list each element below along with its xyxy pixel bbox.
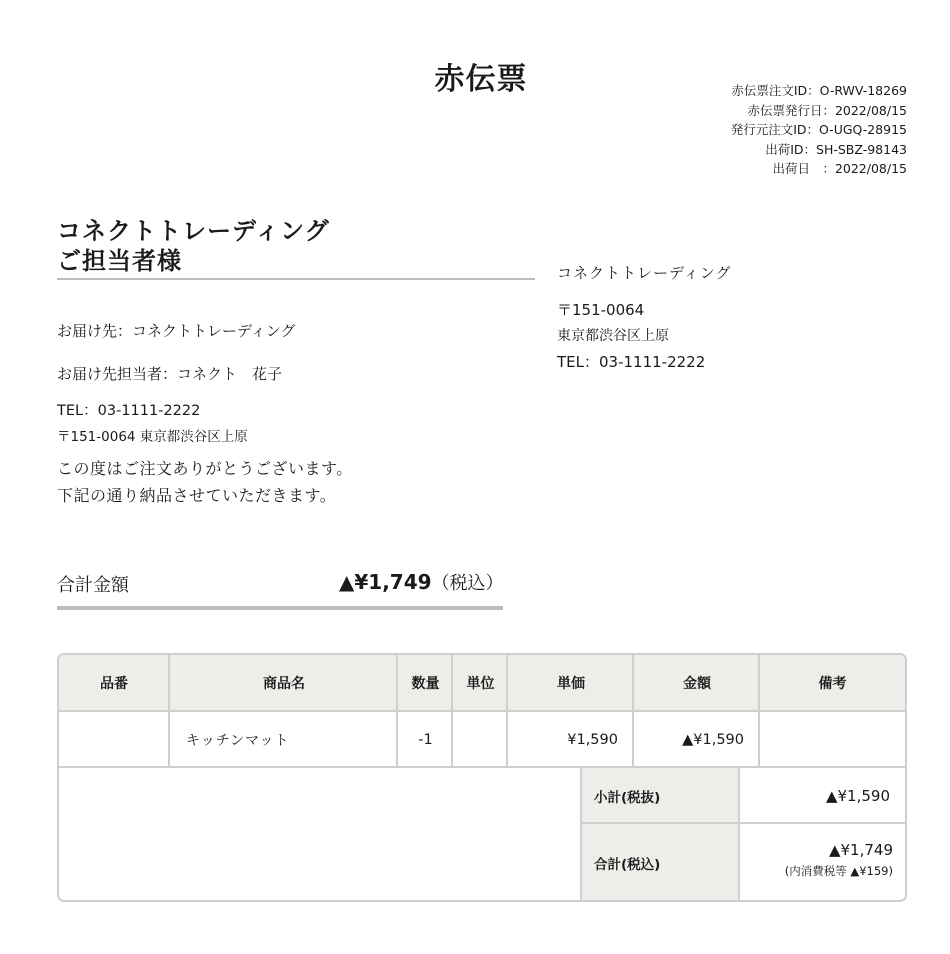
row-item-code bbox=[59, 712, 169, 768]
header-remarks: 備考 bbox=[760, 655, 905, 711]
red-slip-order-id: 赤伝票注文ID：O-RWV-18269 bbox=[731, 83, 907, 98]
shipment-date: 出荷日 ：2022/08/15 bbox=[772, 161, 907, 176]
grid-line bbox=[632, 711, 634, 768]
grid-line bbox=[59, 766, 905, 768]
header-unit: 単位 bbox=[453, 655, 508, 711]
shipment-id: 出荷ID：SH-SBZ-98143 bbox=[765, 141, 907, 157]
header-product-name: 商品名 bbox=[170, 655, 398, 711]
header-unit-price: 単価 bbox=[508, 655, 634, 711]
recipient-company: コネクトトレーディング bbox=[57, 217, 330, 245]
grid-line bbox=[396, 655, 398, 768]
delivery-tel: TEL：03-1111-2222 bbox=[57, 403, 201, 419]
sender-address: 東京都渋谷区上原 bbox=[557, 328, 669, 344]
row-unit-price: ¥1,590 bbox=[567, 732, 618, 748]
delivery-address: 〒151-0064 東京都渋谷区上原 bbox=[57, 429, 248, 445]
row-amount: ▲¥1,590 bbox=[682, 732, 744, 748]
total-label: 合計金額 bbox=[57, 575, 129, 596]
sender-company: コネクトトレーディング bbox=[557, 264, 732, 282]
header-item-code: 品番 bbox=[59, 655, 169, 711]
grid-line bbox=[738, 766, 740, 902]
grid-line bbox=[59, 710, 905, 712]
grand-total-value: ▲¥1,749 bbox=[828, 841, 893, 859]
subtotal-value: ▲¥1,590 bbox=[825, 787, 890, 805]
document-title: 赤伝票 bbox=[434, 62, 528, 97]
red-slip-issue-date: 赤伝票発行日：2022/08/15 bbox=[747, 102, 907, 118]
row-quantity: -1 bbox=[418, 732, 433, 748]
grand-total-cell bbox=[740, 839, 893, 881]
header-quantity: 数量 bbox=[398, 655, 453, 711]
recipient-block bbox=[57, 216, 535, 280]
document-meta bbox=[731, 81, 907, 179]
total-amount-block bbox=[57, 566, 503, 610]
sender-block bbox=[557, 262, 732, 375]
greeting-line-1: この度はご注文ありがとうございます。 bbox=[57, 459, 353, 478]
grid-line bbox=[451, 655, 453, 768]
items-table bbox=[57, 653, 907, 902]
row-product-name: キッチンマット bbox=[186, 733, 290, 749]
sender-tel: TEL：03-1111-2222 bbox=[557, 353, 706, 371]
greeting-line-2: 下記の通り納品させていただきます。 bbox=[57, 486, 337, 505]
grid-line bbox=[580, 766, 582, 902]
grid-line bbox=[168, 655, 170, 768]
delivery-contact: お届け先担当者：コネクト 花子 bbox=[57, 365, 283, 383]
grid-line bbox=[632, 655, 634, 711]
delivery-destination: お届け先：コネクトトレーディング bbox=[57, 322, 296, 340]
subtotal-label: 小計(税抜) bbox=[594, 790, 661, 806]
total-tax-note: （税込） bbox=[431, 573, 504, 594]
grid-line bbox=[506, 655, 508, 768]
header-amount: 金額 bbox=[634, 655, 760, 711]
grand-total-label: 合計(税込) bbox=[594, 856, 661, 873]
source-order-id: 発行元注文ID：O-UGQ-28915 bbox=[730, 122, 907, 137]
row-remarks bbox=[760, 712, 905, 768]
grid-line bbox=[758, 655, 760, 768]
total-value bbox=[339, 569, 504, 595]
total-amount: ▲¥1,749 bbox=[339, 570, 432, 594]
grid-line bbox=[580, 822, 905, 824]
tax-detail: (内消費税等 ▲¥159) bbox=[784, 864, 893, 878]
recipient-honorific: ご担当者様 bbox=[57, 247, 182, 275]
sender-postal: 〒151-0064 bbox=[557, 301, 645, 319]
greeting-message bbox=[57, 455, 353, 509]
row-unit bbox=[453, 712, 508, 768]
